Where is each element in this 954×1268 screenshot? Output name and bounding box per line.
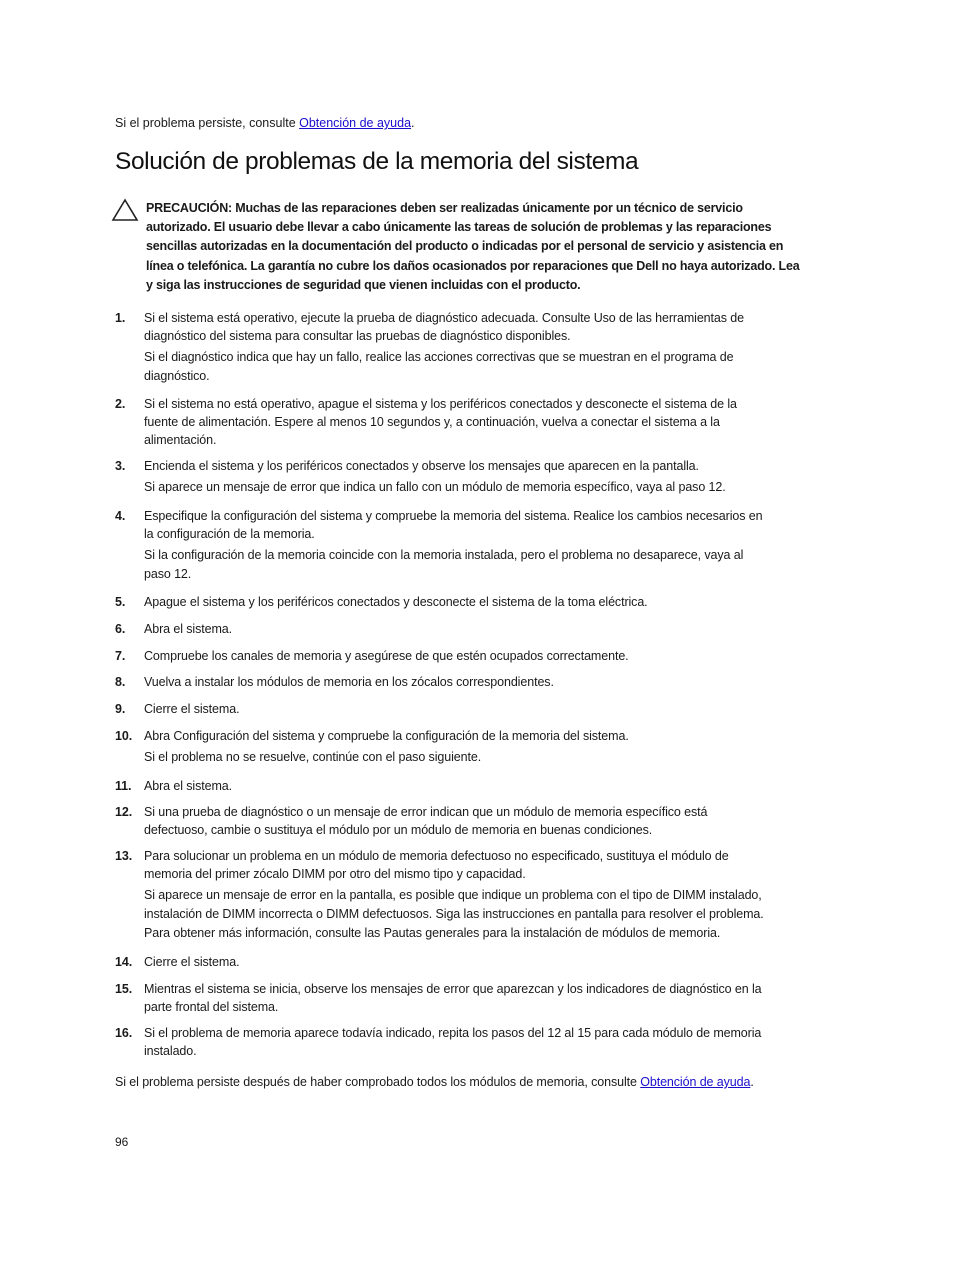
step-text	[144, 700, 844, 718]
step-note	[144, 886, 844, 943]
caution-line: autorizado. El usuario debe llevar a cabo únicamente las tareas de solución de problemas y las reparaciones	[146, 220, 772, 235]
step-line: Abra el sistema.	[144, 622, 233, 636]
step-number: 8.	[115, 675, 126, 689]
step-line: alimentación.	[144, 433, 217, 447]
step-number: 16.	[115, 1026, 133, 1040]
step-number: 4.	[115, 509, 126, 523]
step-line: Para solucionar un problema en un módulo de memoria defectuoso no especificado, sustituya el módulo de	[144, 849, 729, 863]
step-item	[115, 309, 844, 386]
step-text	[144, 673, 844, 691]
step-note	[144, 348, 844, 386]
closing-text: Si el problema persiste después de haber comprobado todos los módulos de memoria, consulte	[115, 1075, 641, 1089]
step-line: Cierre el sistema.	[144, 955, 240, 969]
caution-line: y siga las instrucciones de seguridad que vienen incluidas con el producto.	[146, 277, 581, 292]
step-text	[144, 507, 844, 543]
step-line: Compruebe los canales de memoria y asegúrese de que estén ocupados correctamente.	[144, 649, 629, 663]
step-line: Si el sistema no está operativo, apague el sistema y los periféricos conectados y desconecte el sistema de la	[144, 397, 737, 411]
step-text	[144, 647, 844, 665]
step-number: 9.	[115, 702, 126, 716]
step-note-line: Si aparece un mensaje de error en la pantalla, es posible que indique un problema con el tipo de DIMM instalado,	[144, 888, 762, 902]
intro-text: Si el problema persiste, consulte	[115, 116, 300, 130]
step-text	[144, 953, 844, 971]
step-item	[115, 673, 844, 691]
step-text	[144, 309, 844, 345]
intro-paragraph	[115, 116, 415, 130]
step-number: 7.	[115, 649, 126, 663]
intro-end: .	[411, 116, 415, 130]
step-text	[144, 980, 844, 1016]
step-line: Si una prueba de diagnóstico o un mensaje de error indican que un módulo de memoria específico está	[144, 805, 708, 819]
caution-line: sencillas autorizadas en la documentación del producto o indicadas por el personal de servicio y asistencia en	[146, 239, 784, 254]
step-note-line: paso 12.	[144, 567, 192, 581]
step-number: 10.	[115, 729, 133, 743]
step-number: 6.	[115, 622, 126, 636]
step-line: parte frontal del sistema.	[144, 1000, 279, 1014]
step-text	[144, 620, 844, 638]
step-number: 3.	[115, 459, 126, 473]
step-note-line: Si el diagnóstico indica que hay un fallo, realice las acciones correctivas que se muestran en el programa de	[144, 350, 734, 364]
step-note	[144, 546, 844, 584]
page-number: 96	[115, 1135, 129, 1149]
step-item	[115, 395, 844, 449]
step-number: 2.	[115, 397, 126, 411]
step-line: memoria del primer zócalo DIMM por otro del mismo tipo y capacidad.	[144, 867, 526, 881]
step-line: Si el sistema está operativo, ejecute la prueba de diagnóstico adecuada. Consulte Uso de las herramientas de	[144, 311, 744, 325]
step-number: 13.	[115, 849, 133, 863]
step-line: Especifique la configuración del sistema y compruebe la memoria del sistema. Realice los cambios necesarios en	[144, 509, 763, 523]
step-note	[144, 478, 844, 497]
step-item	[115, 507, 844, 584]
step-item	[115, 593, 844, 611]
step-line: instalado.	[144, 1044, 197, 1058]
step-line: fuente de alimentación. Espere al menos 10 segundos y, a continuación, vuelva a conectar el sistema a la	[144, 415, 720, 429]
step-number: 1.	[115, 311, 126, 325]
step-text	[144, 395, 844, 449]
page-title: Solución de problemas de la memoria del sistema	[115, 148, 639, 175]
step-text	[144, 847, 844, 883]
step-number: 5.	[115, 595, 126, 609]
closing-paragraph	[115, 1075, 754, 1089]
step-line: Abra el sistema.	[144, 779, 233, 793]
step-note-line: Si la configuración de la memoria coincide con la memoria instalada, pero el problema no desaparece, vaya al	[144, 548, 744, 562]
step-item	[115, 620, 844, 638]
help-link-bottom[interactable]: Obtención de ayuda	[640, 1075, 751, 1089]
step-item	[115, 803, 844, 839]
step-line: diagnóstico del sistema para consultar las pruebas de diagnóstico disponibles.	[144, 329, 571, 343]
step-note	[144, 748, 844, 767]
step-text	[144, 777, 844, 795]
caution-triangle-icon	[111, 198, 139, 222]
step-line: Apague el sistema y los periféricos conectados y desconecte el sistema de la toma eléctrica.	[144, 595, 648, 609]
step-line: Si el problema de memoria aparece todavía indicado, repita los pasos del 12 al 15 para cada módulo de memoria	[144, 1026, 762, 1040]
closing-end: .	[750, 1075, 754, 1089]
step-item	[115, 980, 844, 1016]
step-number: 15.	[115, 982, 133, 996]
step-text	[144, 1024, 844, 1060]
step-text	[144, 593, 844, 611]
caution-line: línea o telefónica. La garantía no cubre los daños ocasionados por reparaciones que Dell no haya autorizado. Lea	[146, 258, 800, 273]
step-item	[115, 847, 844, 943]
step-note-line: diagnóstico.	[144, 369, 210, 383]
step-item	[115, 777, 844, 795]
step-number: 12.	[115, 805, 133, 819]
step-item	[115, 727, 844, 767]
step-text	[144, 457, 844, 475]
step-item	[115, 647, 844, 665]
step-item	[115, 953, 844, 971]
step-note-line: instalación de DIMM incorrecta o DIMM defectuosos. Siga las instrucciones en pantalla para resolver el problema.	[144, 907, 764, 921]
caution-text	[146, 199, 806, 295]
step-note-line: Para obtener más información, consulte las Pautas generales para la instalación de módulos de memoria.	[144, 926, 721, 940]
caution-line: PRECAUCIÓN: Muchas de las reparaciones deben ser realizadas únicamente por un técnico de servicio	[146, 201, 743, 215]
step-number: 11.	[115, 779, 132, 793]
step-item	[115, 700, 844, 718]
step-line: defectuoso, cambie o sustituya el módulo por un módulo de memoria en buenas condiciones.	[144, 823, 653, 837]
step-note-line: Si el problema no se resuelve, continúe con el paso siguiente.	[144, 750, 482, 764]
step-item	[115, 1024, 844, 1060]
step-line: la configuración de la memoria.	[144, 527, 315, 541]
step-line: Vuelva a instalar los módulos de memoria en los zócalos correspondientes.	[144, 675, 554, 689]
step-line: Cierre el sistema.	[144, 702, 240, 716]
step-text	[144, 803, 844, 839]
step-line: Mientras el sistema se inicia, observe los mensajes de error que aparezcan y los indicadores de diagnóstico en la	[144, 982, 762, 996]
step-number: 14.	[115, 955, 133, 969]
help-link-top[interactable]: Obtención de ayuda	[299, 116, 412, 130]
step-line: Encienda el sistema y los periféricos conectados y observe los mensajes que aparecen en la pantalla.	[144, 459, 699, 473]
step-line: Abra Configuración del sistema y compruebe la configuración de la memoria del sistema.	[144, 729, 629, 743]
step-text	[144, 727, 844, 745]
step-note-line: Si aparece un mensaje de error que indica un fallo con un módulo de memoria específico, vaya al paso 12.	[144, 480, 726, 494]
step-item	[115, 457, 844, 497]
